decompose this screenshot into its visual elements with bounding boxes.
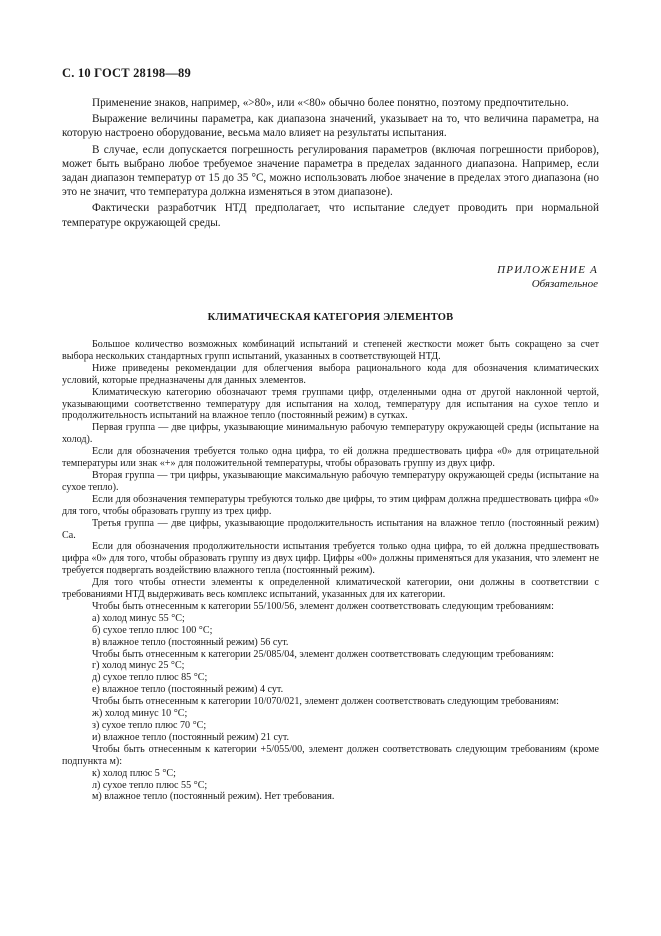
requirement-item: д) сухое тепло плюс 85 °С; — [92, 672, 208, 684]
requirement-item: г) холод минус 25 °С; — [92, 660, 185, 672]
appendix-label — [497, 263, 598, 291]
body-paragraph: Вторая группа — три цифры, указывающие максимальную рабочую температуру окружающей среды (испытание на сухое тепло). — [62, 469, 599, 493]
body-paragraph: Большое количество возможных комбинаций испытаний и степеней жесткости может быть сокращено за счет выбора нескольких стандартных групп испытаний, указанных в соответствующей НТД. — [62, 339, 599, 362]
body-paragraph: Первая группа — две цифры, указывающие минимальную рабочую температуру окружающей среды (испытание на холод). — [62, 422, 599, 446]
requirement-item: з) сухое тепло плюс 70 °С; — [92, 720, 207, 731]
section-title: КЛИМАТИЧЕСКАЯ КАТЕГОРИЯ ЭЛЕМЕНТОВ — [207, 312, 454, 323]
body-paragraph: Чтобы быть отнесенным к категории 55/100/56, элемент должен соответствовать следующим требованиям: — [92, 600, 554, 612]
appendix-body — [62, 339, 599, 803]
requirement-item: ж) холод минус 10 °С; — [92, 708, 188, 720]
requirement-item: л) сухое тепло плюс 55 °С; — [92, 779, 208, 791]
body-paragraph: Третья группа — две цифры, указывающие продолжительность испытания на влажное тепло (постоянный режим) Са. — [62, 517, 599, 541]
intro-paragraph: Выражение величины параметра, как диапазона значений, указывает на то, что величина параметра, на которую настроено оборудование, весьма мало влияет на результаты испытания. — [62, 113, 599, 140]
requirement-item: а) холод минус 55 °С; — [92, 612, 185, 624]
requirement-item: в) влажное тепло (постоянный режим) 56 сут. — [92, 636, 289, 648]
requirement-item: е) влажное тепло (постоянный режим) 4 сут. — [92, 684, 284, 696]
intro-section — [62, 96, 599, 232]
appendix-subtitle: Обязательное — [531, 278, 598, 290]
intro-paragraph: Применение знаков, например, «>80», или «<80» обычно более понятно, поэтому предпочтительно. — [92, 97, 569, 109]
body-paragraph: Чтобы быть отнесенным к категории 10/070/021, элемент должен соответствовать следующим требованиям: — [92, 696, 559, 708]
body-paragraph: Если для обозначения продолжительности испытания требуется только одна цифра, то ей должна предшествовать цифра «0» для того, чтобы образовать группу из двух цифр. Цифры «00» должны применяться для указания, что элемент не требуется подвергать воздействию влажного тепла (постоянный режим). — [62, 541, 599, 577]
body-paragraph: Для того чтобы отнести элементы к определенной климатической категории, они должны в соответствии с требованиями НТД выдерживать весь комплекс испытаний, указанных для их категории. — [62, 577, 599, 601]
body-paragraph: Чтобы быть отнесенным к категории 25/085/04, элемент должен соответствовать следующим требованиям: — [92, 648, 554, 660]
requirement-item: и) влажное тепло (постоянный режим) 21 сут. — [92, 731, 290, 743]
requirement-item: м) влажное тепло (постоянный режим). Нет требования. — [92, 791, 335, 803]
requirement-item: к) холод плюс 5 °С; — [92, 767, 176, 779]
body-paragraph: Если для обозначения температуры требуются только две цифры, то этим цифрам должна предшествовать цифра «0» для того, чтобы образовать группу из трех цифр. — [62, 493, 599, 517]
intro-paragraph: В случае, если допускается погрешность регулирования параметров (включая погрешности приборов), может быть выбрано любое требуемое значение параметра в пределах заданного диапазона. Например, если задан диапазон температур от 15 до 35 °С, можно использовать любое значение в пределах этого диапазона (но это не значит, что температура должна изменяться в этом диапазоне). — [62, 143, 599, 199]
body-paragraph: Чтобы быть отнесенным к категории +5/055/00, элемент должен соответствовать следующим требованиям (кроме подпункта м): — [62, 743, 599, 767]
body-paragraph: Климатическую категорию обозначают тремя группами цифр, отделенными одна от другой наклонной чертой, указывающими соответственно температуру для испытания на холод, температуру для испытания на сухое тепло и продолжительность испытаний на влажное тепло (постоянный режим) в сутках. — [62, 386, 599, 422]
body-paragraph: Ниже приведены рекомендации для облегчения выбора рационального кода для обозначения климатических условий, которые предназначены для данных элементов. — [62, 362, 599, 386]
page-header: С. 10 ГОСТ 28198—89 — [62, 66, 191, 80]
requirement-item: б) сухое тепло плюс 100 °С; — [92, 624, 213, 636]
body-paragraph: Если для обозначения требуется только одна цифра, то ей должна предшествовать цифра «0» для отрицательной температуры или знак «+» для положительной температуры, чтобы образовать группу из двух цифр. — [62, 446, 599, 470]
appendix-title: ПРИЛОЖЕНИЕ А — [497, 264, 598, 276]
intro-paragraph: Фактически разработчик НТД предполагает, что испытание следует проводить при нормальной температуре окружающей среды. — [62, 202, 599, 229]
